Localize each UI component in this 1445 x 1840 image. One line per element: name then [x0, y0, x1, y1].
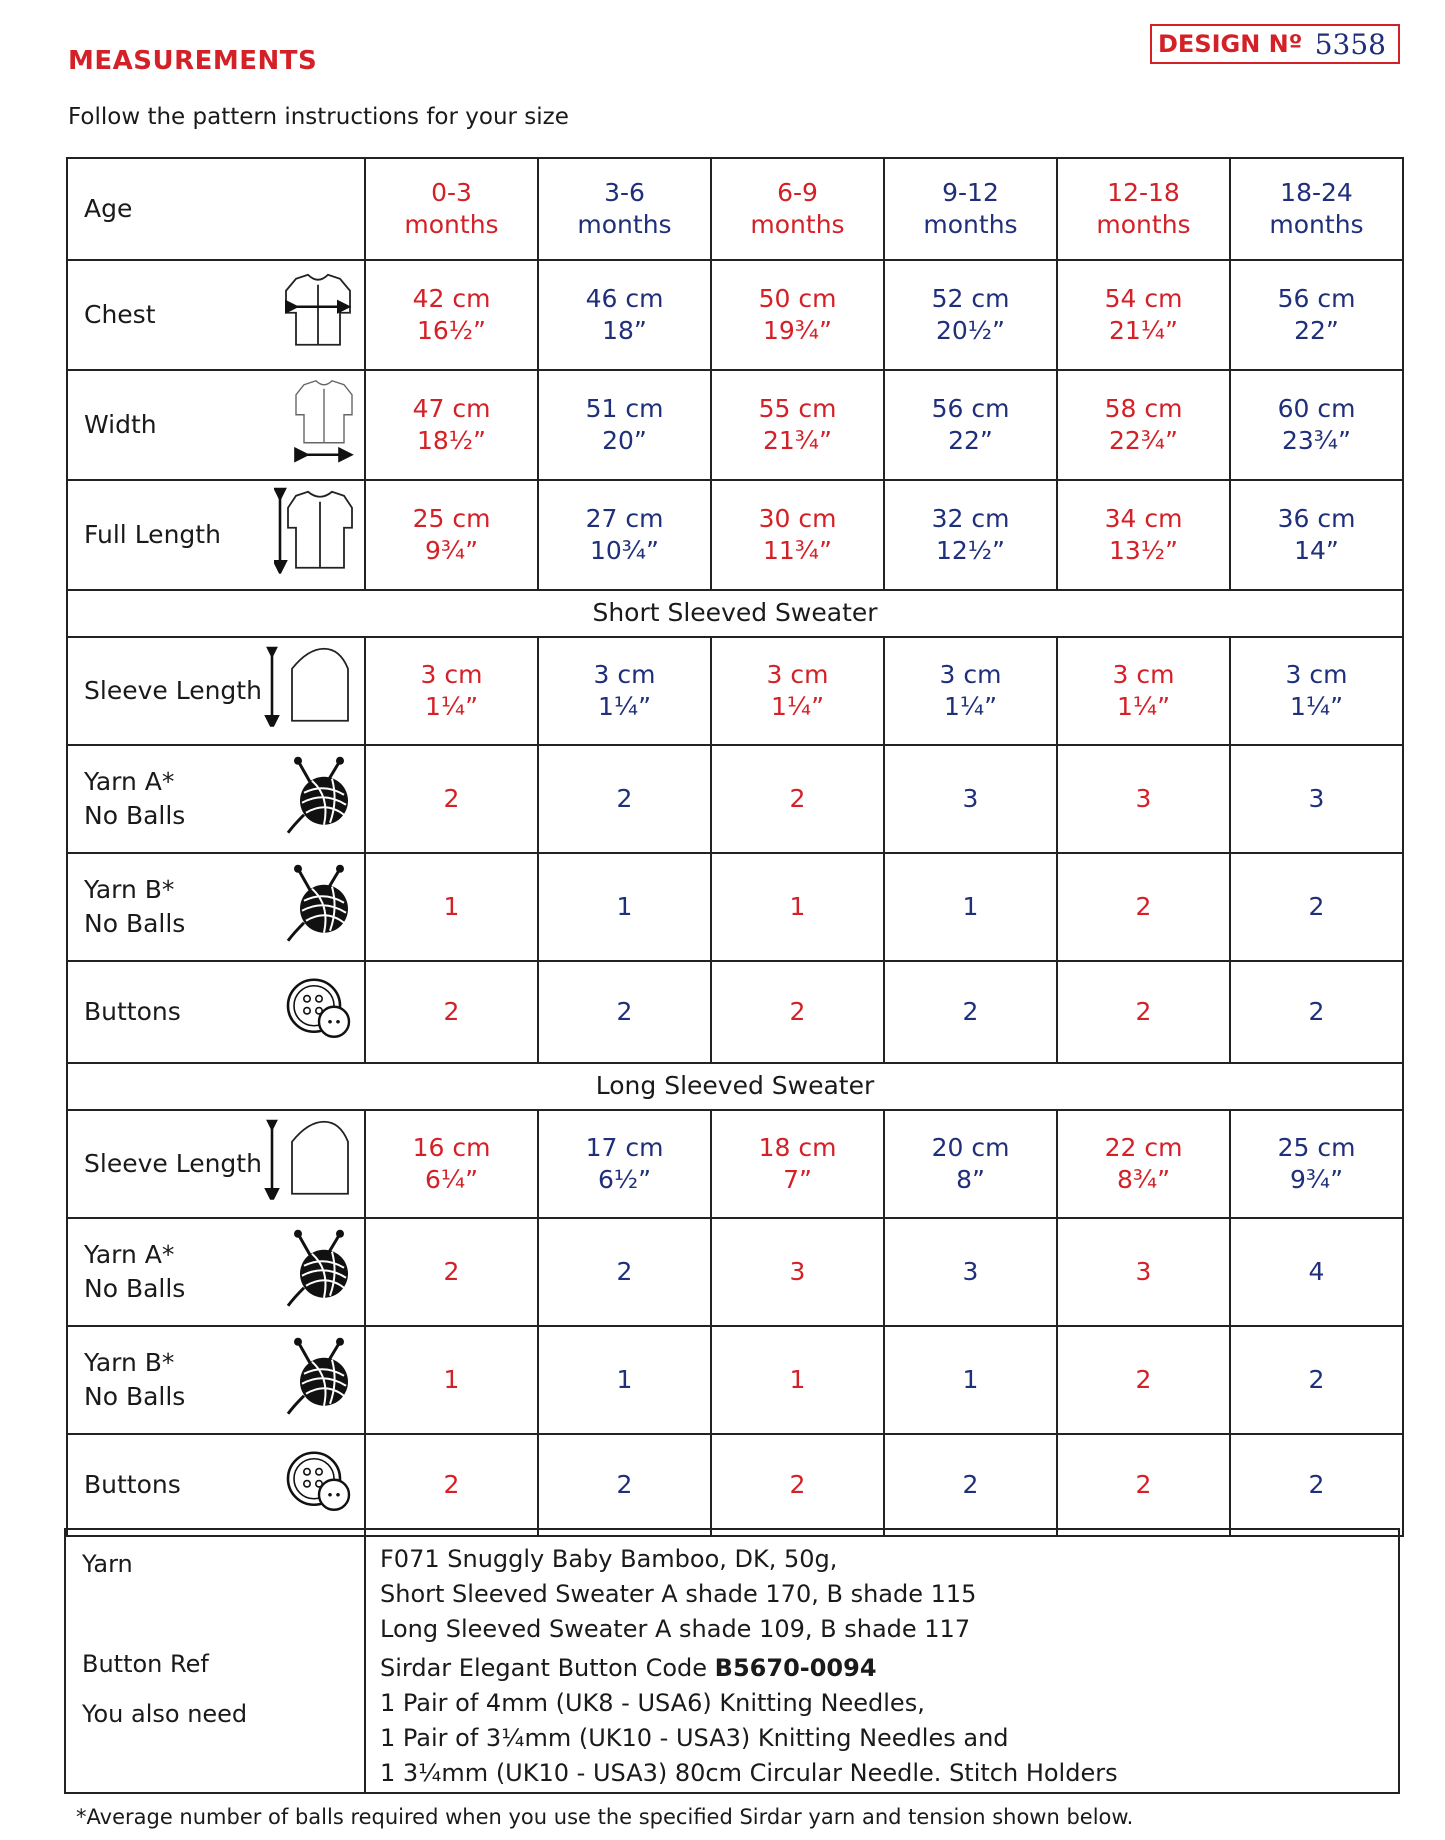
full-length-value: 9¾”: [424, 536, 479, 565]
width-value: 23¾”: [1282, 426, 1351, 455]
long-sleeve-length-value-cell: [884, 1110, 1057, 1218]
short-buttons-value-cell: [884, 961, 1057, 1063]
chest-value: 22”: [1294, 316, 1339, 345]
design-number: 5358: [1314, 27, 1386, 61]
long-buttons-value-cell: [884, 1434, 1057, 1536]
short-yarn-a-value: 3: [1135, 783, 1152, 813]
chest-value: 16½”: [417, 316, 486, 345]
chest-value-cell: [538, 260, 711, 370]
yarn-line: Short Sleeved Sweater A shade 170, B shade 115: [380, 1580, 977, 1608]
long-yarn-a-value: 2: [616, 1256, 633, 1286]
long-sleeve-length-value-cell: [1230, 1110, 1403, 1218]
age-column-header: [1057, 158, 1230, 260]
long-buttons-value: 2: [443, 1469, 460, 1499]
full-length-row: [67, 480, 1403, 590]
width-value: 22”: [948, 426, 993, 455]
short-sleeve-length-value-cell: [1230, 637, 1403, 745]
width-value: 56 cm: [931, 393, 1010, 423]
long-sleeve-length-value: 8¾”: [1116, 1165, 1171, 1194]
short-buttons-value-cell: [1230, 961, 1403, 1063]
long-yarn-a-value-cell: [1230, 1218, 1403, 1326]
short-sleeve-length-value-cell: [365, 637, 538, 745]
age-unit: months: [1269, 210, 1364, 239]
short-yarn-a-value: 2: [789, 783, 806, 813]
long-yarn-a-value-cell: [1057, 1218, 1230, 1326]
full-length-value: 32 cm: [931, 503, 1010, 533]
full-length-value: 10¾”: [590, 536, 659, 565]
yarn-line: F071 Snuggly Baby Bamboo, DK, 50g,: [380, 1545, 838, 1573]
long-yarn-b-value-cell: [1230, 1326, 1403, 1434]
long-yarn-a-value-cell: [884, 1218, 1057, 1326]
short-sleeve-length-value: 1¼”: [597, 692, 652, 721]
long-buttons-label-cell: [67, 1434, 365, 1536]
short-yarn-a-label-cell: [67, 745, 365, 853]
width-value-cell: [884, 370, 1057, 480]
full-length-value: 25 cm: [412, 503, 491, 533]
button-ref-line: [380, 1651, 1118, 1686]
long-buttons-value: 2: [616, 1469, 633, 1499]
garment-length-arrow-icon: [274, 488, 354, 583]
width-value-cell: [1057, 370, 1230, 480]
age-column-header: [884, 158, 1057, 260]
long-buttons-label: Buttons: [84, 1470, 181, 1500]
long-sleeve-length-value: 17 cm: [585, 1132, 664, 1162]
chest-value-cell: [1230, 260, 1403, 370]
short-yarn-b-label-line: No Balls: [84, 909, 186, 938]
button-icon: [282, 1445, 354, 1526]
width-value: 47 cm: [412, 393, 491, 423]
full-length-value: 11¾”: [763, 536, 832, 565]
long-yarn-a-value-cell: [711, 1218, 884, 1326]
width-value-cell: [365, 370, 538, 480]
short-sleeve-length-value-cell: [711, 637, 884, 745]
short-yarn-b-label-cell: [67, 853, 365, 961]
width-value: 55 cm: [758, 393, 837, 423]
long-sleeve-length-value: 22 cm: [1104, 1132, 1183, 1162]
long-yarn-a-row: [67, 1218, 1403, 1326]
long-yarn-b-value: 1: [443, 1364, 460, 1394]
short-sleeve-length-value: 3 cm: [1112, 659, 1175, 689]
button-icon: [282, 972, 354, 1053]
short-yarn-a-value-cell: [1230, 745, 1403, 853]
chest-value: 21¼”: [1109, 316, 1178, 345]
long-yarn-b-value-cell: [711, 1326, 884, 1434]
width-value: 18½”: [417, 426, 486, 455]
long-sleeve-length-value-cell: [365, 1110, 538, 1218]
yarn-ball-needles-icon: [284, 755, 354, 844]
short-buttons-value-cell: [365, 961, 538, 1063]
full-length-label-cell: [67, 480, 365, 590]
short-sleeve-length-value: 1¼”: [770, 692, 825, 721]
chest-label-cell: [67, 260, 365, 370]
short-sleeve-length-value: 3 cm: [1285, 659, 1348, 689]
long-buttons-value-cell: [538, 1434, 711, 1536]
chest-label: Chest: [84, 300, 156, 330]
age-range: 0-3: [431, 177, 472, 207]
short-yarn-a-value-cell: [538, 745, 711, 853]
chest-value: 20½”: [936, 316, 1005, 345]
short-buttons-value: 2: [443, 996, 460, 1026]
materials-box: [64, 1528, 1400, 1794]
design-number-box: [1150, 24, 1400, 64]
short-buttons-value: 2: [962, 996, 979, 1026]
age-range: 9-12: [942, 177, 999, 207]
short-yarn-b-value: 1: [616, 891, 633, 921]
short-yarn-a-value: 2: [443, 783, 460, 813]
yarn-line: Long Sleeved Sweater A shade 109, B shade 117: [380, 1615, 971, 1643]
long-sleeve-length-value: 18 cm: [758, 1132, 837, 1162]
short-sleeve-length-value: 1¼”: [1116, 692, 1171, 721]
full-length-label: Full Length: [84, 520, 221, 550]
width-value: 20”: [602, 426, 647, 455]
width-value: 21¾”: [763, 426, 832, 455]
sleeve-length-icon: [264, 647, 354, 736]
long-buttons-value-cell: [365, 1434, 538, 1536]
button-ref-code: B5670-0094: [714, 1654, 877, 1682]
short-yarn-b-value-cell: [711, 853, 884, 961]
long-yarn-a-value-cell: [365, 1218, 538, 1326]
short-yarn-b-value-cell: [1230, 853, 1403, 961]
chest-value-cell: [884, 260, 1057, 370]
yarn-ball-needles-icon: [284, 1336, 354, 1425]
short-yarn-b-value: 2: [1135, 891, 1152, 921]
long-sleeve-length-value-cell: [711, 1110, 884, 1218]
width-value: 60 cm: [1277, 393, 1356, 423]
materials-divider: [364, 1530, 366, 1792]
long-yarn-b-value: 1: [789, 1364, 806, 1394]
long-yarn-a-value: 3: [962, 1256, 979, 1286]
age-unit: months: [750, 210, 845, 239]
long-yarn-a-value: 4: [1308, 1256, 1325, 1286]
yarn-ball-needles-icon: [284, 863, 354, 952]
long-yarn-a-label: [84, 1238, 185, 1306]
chest-value-cell: [711, 260, 884, 370]
button-ref-label: Button Ref: [82, 1650, 209, 1678]
also-need-line: 1 3¼mm (UK10 - USA3) 80cm Circular Needle. Stitch Holders: [380, 1759, 1118, 1787]
measurements-table: [66, 157, 1404, 1537]
short-buttons-value: 2: [1308, 996, 1325, 1026]
long-yarn-a-value-cell: [538, 1218, 711, 1326]
short-sleeved-heading: Short Sleeved Sweater: [67, 590, 1403, 637]
chest-value: 46 cm: [585, 283, 664, 313]
age-range: 3-6: [604, 177, 645, 207]
long-buttons-value-cell: [1057, 1434, 1230, 1536]
short-yarn-a-label-line: No Balls: [84, 801, 186, 830]
garment-chest-arrow-icon: [282, 273, 354, 358]
long-yarn-b-value-cell: [884, 1326, 1057, 1434]
width-label-cell: [67, 370, 365, 480]
age-column-header: [1230, 158, 1403, 260]
chest-value-cell: [365, 260, 538, 370]
width-value: 58 cm: [1104, 393, 1183, 423]
full-length-value-cell: [884, 480, 1057, 590]
age-column-header: [711, 158, 884, 260]
short-yarn-a-value-cell: [884, 745, 1057, 853]
full-length-value: 13½”: [1109, 536, 1178, 565]
short-yarn-b-value: 1: [443, 891, 460, 921]
full-length-value: 27 cm: [585, 503, 664, 533]
full-length-value: 30 cm: [758, 503, 837, 533]
age-column-header: [365, 158, 538, 260]
short-buttons-value-cell: [711, 961, 884, 1063]
long-buttons-value: 2: [789, 1469, 806, 1499]
short-yarn-b-value: 1: [962, 891, 979, 921]
short-buttons-label: Buttons: [84, 997, 181, 1027]
short-buttons-value: 2: [789, 996, 806, 1026]
also-need-line: 1 Pair of 4mm (UK8 - USA6) Knitting Needles,: [380, 1689, 925, 1717]
garment-width-arrow-icon: [294, 379, 354, 472]
chest-row: [67, 260, 1403, 370]
short-yarn-a-value-cell: [711, 745, 884, 853]
also-need-label: You also need: [82, 1700, 248, 1728]
short-buttons-label-cell: [67, 961, 365, 1063]
long-sleeve-length-value-cell: [538, 1110, 711, 1218]
long-sleeve-length-value-cell: [1057, 1110, 1230, 1218]
long-buttons-row: [67, 1434, 1403, 1536]
long-yarn-a-label-cell: [67, 1218, 365, 1326]
chest-value: 56 cm: [1277, 283, 1356, 313]
chest-value: 19¾”: [763, 316, 832, 345]
full-length-value: 34 cm: [1104, 503, 1183, 533]
short-sleeve-length-value: 3 cm: [420, 659, 483, 689]
age-unit: months: [1096, 210, 1191, 239]
subtitle: Follow the pattern instructions for your size: [68, 104, 569, 130]
page-title: MEASUREMENTS: [68, 46, 318, 76]
long-sleeve-length-value: 8”: [956, 1165, 985, 1194]
long-sleeved-heading-row: [67, 1063, 1403, 1110]
long-buttons-value: 2: [1308, 1469, 1325, 1499]
full-length-value-cell: [1057, 480, 1230, 590]
long-yarn-a-value: 2: [443, 1256, 460, 1286]
long-buttons-value: 2: [962, 1469, 979, 1499]
long-yarn-b-label: [84, 1346, 185, 1414]
short-yarn-b-row: [67, 853, 1403, 961]
short-sleeved-heading-row: [67, 590, 1403, 637]
yarn-ball-needles-icon: [284, 1228, 354, 1317]
age-unit: months: [923, 210, 1018, 239]
short-yarn-a-value: 2: [616, 783, 633, 813]
chest-value-cell: [1057, 260, 1230, 370]
width-value: 22¾”: [1109, 426, 1178, 455]
chest-value: 42 cm: [412, 283, 491, 313]
chest-value: 50 cm: [758, 283, 837, 313]
long-sleeve-length-value: 9¾”: [1289, 1165, 1344, 1194]
long-sleeve-length-value: 16 cm: [412, 1132, 491, 1162]
short-yarn-a-value-cell: [1057, 745, 1230, 853]
width-value: 51 cm: [585, 393, 664, 423]
short-sleeve-length-value: 1¼”: [1289, 692, 1344, 721]
short-yarn-b-label: [84, 873, 185, 941]
short-sleeve-length-value: 3 cm: [939, 659, 1002, 689]
short-sleeve-length-label: Sleeve Length: [84, 676, 262, 706]
short-yarn-a-label-line: Yarn A*: [84, 767, 175, 797]
footnote: *Average number of balls required when you use the specified Sirdar yarn and tension shown below.: [76, 1805, 1134, 1829]
full-length-value-cell: [365, 480, 538, 590]
age-unit: months: [404, 210, 499, 239]
long-sleeve-length-value: 25 cm: [1277, 1132, 1356, 1162]
short-yarn-b-value-cell: [365, 853, 538, 961]
width-value-cell: [538, 370, 711, 480]
full-length-value-cell: [711, 480, 884, 590]
short-yarn-a-value: 3: [962, 783, 979, 813]
age-unit: months: [577, 210, 672, 239]
short-sleeve-length-value: 3 cm: [593, 659, 656, 689]
width-value-cell: [711, 370, 884, 480]
also-need-line: 1 Pair of 3¼mm (UK10 - USA3) Knitting Needles and: [380, 1724, 1009, 1752]
long-yarn-a-label-line: Yarn A*: [84, 1240, 175, 1270]
short-sleeve-length-label-cell: [67, 637, 365, 745]
design-label: DESIGN Nº: [1158, 30, 1303, 58]
short-yarn-a-value: 3: [1308, 783, 1325, 813]
age-row: [67, 158, 1403, 260]
short-buttons-value: 2: [1135, 996, 1152, 1026]
short-sleeve-length-value: 1¼”: [943, 692, 998, 721]
short-sleeve-length-value-cell: [884, 637, 1057, 745]
materials-details: [380, 1542, 1118, 1791]
short-sleeve-length-value-cell: [538, 637, 711, 745]
long-buttons-value-cell: [711, 1434, 884, 1536]
full-length-value-cell: [538, 480, 711, 590]
long-yarn-b-value: 1: [962, 1364, 979, 1394]
width-row: [67, 370, 1403, 480]
long-sleeve-length-row: [67, 1110, 1403, 1218]
short-buttons-value-cell: [538, 961, 711, 1063]
age-range: 12-18: [1107, 177, 1180, 207]
long-yarn-b-value: 1: [616, 1364, 633, 1394]
chest-value: 52 cm: [931, 283, 1010, 313]
short-yarn-a-label: [84, 765, 185, 833]
long-yarn-b-label-cell: [67, 1326, 365, 1434]
short-buttons-row: [67, 961, 1403, 1063]
long-sleeve-length-value: 20 cm: [931, 1132, 1010, 1162]
long-yarn-b-value: 2: [1135, 1364, 1152, 1394]
sleeve-length-icon: [264, 1120, 354, 1209]
long-yarn-b-value-cell: [1057, 1326, 1230, 1434]
long-yarn-a-label-line: No Balls: [84, 1274, 186, 1303]
age-column-header: [538, 158, 711, 260]
long-sleeve-length-value: 6¼”: [424, 1165, 479, 1194]
long-yarn-a-value: 3: [1135, 1256, 1152, 1286]
short-yarn-b-value: 2: [1308, 891, 1325, 921]
long-yarn-b-row: [67, 1326, 1403, 1434]
full-length-value-cell: [1230, 480, 1403, 590]
long-sleeved-heading: Long Sleeved Sweater: [67, 1063, 1403, 1110]
chest-value: 54 cm: [1104, 283, 1183, 313]
short-yarn-b-value: 1: [789, 891, 806, 921]
full-length-value: 12½”: [936, 536, 1005, 565]
long-sleeve-length-value: 6½”: [597, 1165, 652, 1194]
short-buttons-value: 2: [616, 996, 633, 1026]
long-sleeve-length-label: Sleeve Length: [84, 1149, 262, 1179]
width-label: Width: [84, 410, 157, 440]
long-sleeve-length-label-cell: [67, 1110, 365, 1218]
short-yarn-a-value-cell: [365, 745, 538, 853]
short-buttons-value-cell: [1057, 961, 1230, 1063]
full-length-value: 14”: [1294, 536, 1339, 565]
short-sleeve-length-row: [67, 637, 1403, 745]
long-buttons-value: 2: [1135, 1469, 1152, 1499]
short-yarn-b-label-line: Yarn B*: [84, 875, 175, 905]
long-yarn-b-value-cell: [538, 1326, 711, 1434]
short-sleeve-length-value: 1¼”: [424, 692, 479, 721]
short-sleeve-length-value-cell: [1057, 637, 1230, 745]
yarn-label: Yarn: [82, 1550, 133, 1578]
long-sleeve-length-value: 7”: [783, 1165, 812, 1194]
full-length-value: 36 cm: [1277, 503, 1356, 533]
long-yarn-b-value: 2: [1308, 1364, 1325, 1394]
button-ref-prefix: Sirdar Elegant Button Code: [380, 1654, 715, 1682]
long-yarn-b-value-cell: [365, 1326, 538, 1434]
short-yarn-a-row: [67, 745, 1403, 853]
age-range: 6-9: [777, 177, 818, 207]
short-yarn-b-value-cell: [538, 853, 711, 961]
age-label-cell: [67, 158, 365, 260]
width-value-cell: [1230, 370, 1403, 480]
age-range: 18-24: [1280, 177, 1353, 207]
long-yarn-b-label-line: Yarn B*: [84, 1348, 175, 1378]
age-label: Age: [84, 194, 133, 224]
chest-value: 18”: [602, 316, 647, 345]
long-yarn-a-value: 3: [789, 1256, 806, 1286]
long-buttons-value-cell: [1230, 1434, 1403, 1536]
short-yarn-b-value-cell: [884, 853, 1057, 961]
short-yarn-b-value-cell: [1057, 853, 1230, 961]
long-yarn-b-label-line: No Balls: [84, 1382, 186, 1411]
short-sleeve-length-value: 3 cm: [766, 659, 829, 689]
